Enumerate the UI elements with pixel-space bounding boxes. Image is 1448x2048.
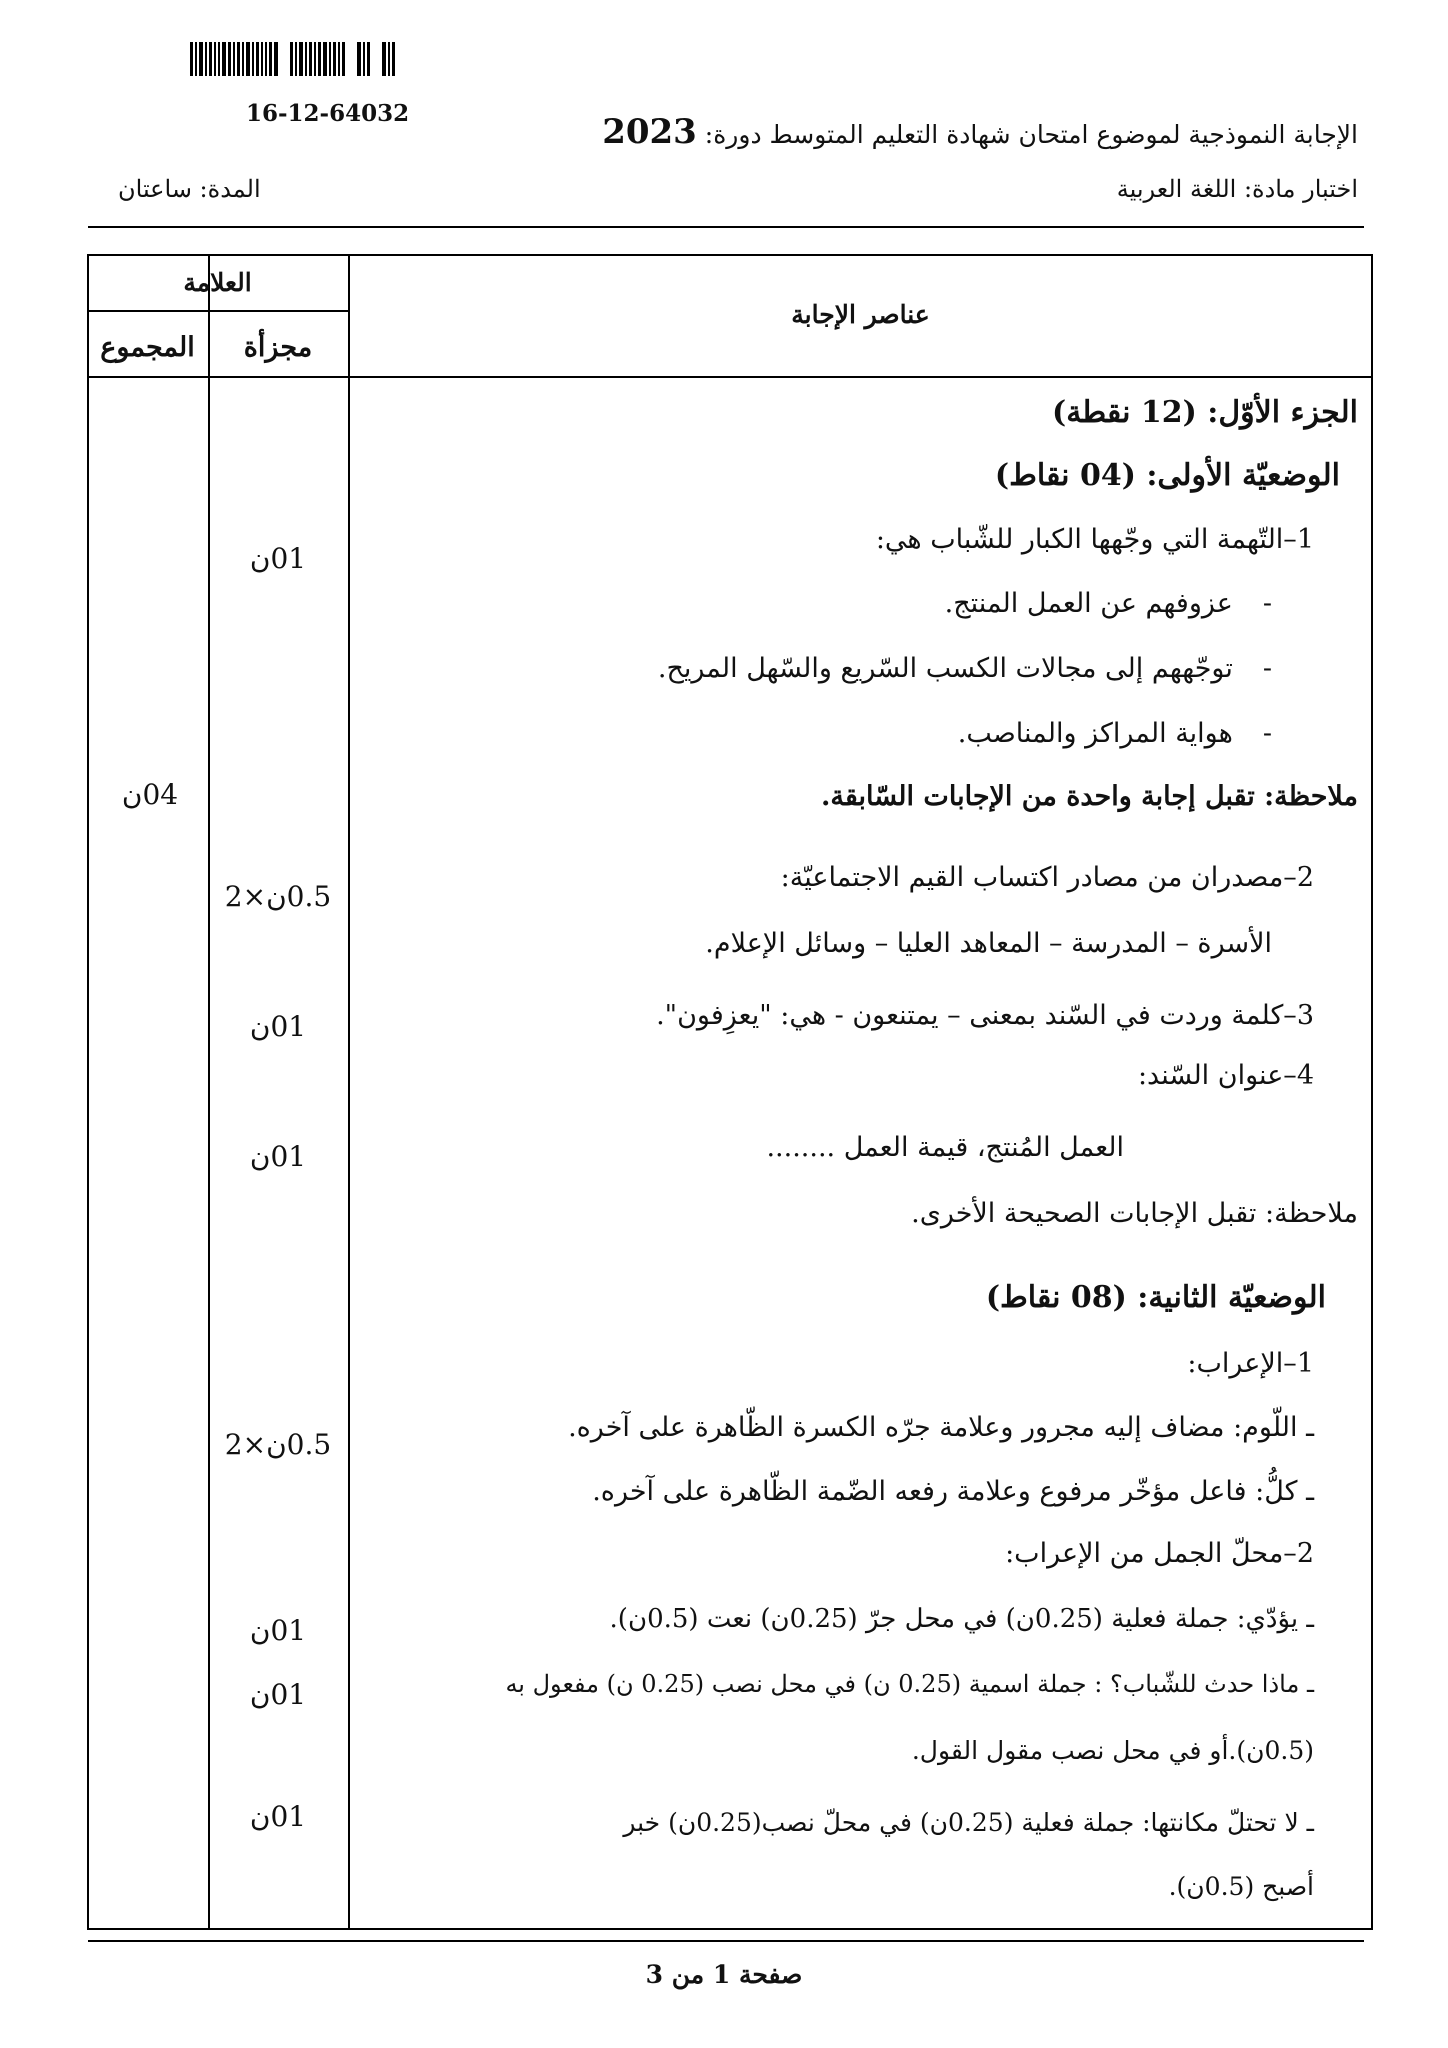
q1-bullet-3: - هواية المراكز والمناصب. bbox=[958, 718, 1272, 749]
column-header-mark: العلامة bbox=[183, 268, 252, 297]
q1-bullet-2: - توجّههم إلى مجالات الكسب السّريع والسّهل المريح. bbox=[658, 653, 1272, 684]
mark-header-divider bbox=[87, 310, 348, 312]
q1-bullet-1: - عزوفهم عن العمل المنتج. bbox=[945, 588, 1272, 619]
mark-s2-q2-b: 01ن bbox=[249, 1678, 307, 1711]
header-divider bbox=[88, 226, 1364, 228]
barcode bbox=[190, 42, 452, 76]
s2-q2-answer-c: ـ لا تحتلّ مكانتها: جملة فعلية (0.25ن) في محلّ نصب(0.25ن) خبر bbox=[623, 1808, 1314, 1837]
s2-q2-answer-c-cont: أصبح (0.5ن). bbox=[1168, 1872, 1314, 1901]
column-divider-total bbox=[208, 254, 210, 1930]
question-2: 2–مصدران من مصادر اكتساب القيم الاجتماعيّة: bbox=[780, 862, 1314, 893]
question-3: 3–كلمة وردت في السّند بمعنى – يمتنعون - هي: "يعزِفون". bbox=[656, 1000, 1314, 1031]
subject-label: اختبار مادة: اللغة العربية bbox=[1116, 175, 1358, 203]
s2-q2-answer-b: ـ ماذا حدث للشّباب؟ : جملة اسمية (0.25 ن) في محل نصب (0.25 ن) مفعول به bbox=[505, 1670, 1314, 1698]
mark-s2-q1: 0.5ن×2 bbox=[224, 1428, 332, 1461]
s2-q2-answer-b-cont: (0.5ن).أو في محل نصب مقول القول. bbox=[911, 1736, 1314, 1765]
question-2-answer: الأسرة – المدرسة – المعاهد العليا – وسائل الإعلام. bbox=[705, 928, 1272, 959]
situation1-title: الوضعيّة الأولى: (04 نقاط) bbox=[994, 458, 1340, 493]
part1-title: الجزء الأوّل: (12 نقطة) bbox=[1052, 395, 1358, 430]
s2-q2-answer-a: ـ يؤدّي: جملة فعلية (0.25ن) في محل جرّ (0.25ن) نعت (0.5ن). bbox=[609, 1604, 1314, 1634]
column-divider-answers bbox=[348, 254, 350, 1930]
mark-q4: 01ن bbox=[249, 1140, 307, 1173]
footer-divider bbox=[88, 1940, 1364, 1942]
duration-label: المدة: ساعتان bbox=[118, 175, 261, 203]
document-code: 16-12-64032 bbox=[246, 100, 410, 127]
column-header-answers: عناصر الإجابة bbox=[791, 300, 930, 329]
question-4-answer: العمل المُنتج، قيمة العمل ........ bbox=[766, 1132, 1124, 1163]
s2-q1-answer-a: ـ اللّوم: مضاف إليه مجرور وعلامة جرّه الكسرة الظّاهرة على آخره. bbox=[568, 1412, 1314, 1443]
column-header-partial: مجزأة bbox=[243, 332, 313, 363]
mark-q3: 01ن bbox=[249, 1010, 307, 1043]
s2-question-2: 2–محلّ الجمل من الإعراب: bbox=[1005, 1538, 1314, 1569]
s2-question-1: 1–الإعراب: bbox=[1187, 1348, 1314, 1379]
exam-year: 2023 bbox=[602, 112, 697, 152]
total-situation1: 04ن bbox=[121, 778, 179, 811]
mark-s2-q2-c: 01ن bbox=[249, 1800, 307, 1833]
header-row-divider bbox=[87, 376, 1373, 378]
question-4: 4–عنوان السّند: bbox=[1137, 1060, 1314, 1091]
column-header-total: المجموع bbox=[100, 332, 195, 363]
note-2: ملاحظة: تقبل الإجابات الصحيحة الأخرى. bbox=[911, 1198, 1358, 1229]
document-title: الإجابة النموذجية لموضوع امتحان شهادة التعليم المتوسط دورة: 2023 bbox=[602, 112, 1358, 152]
s2-q1-answer-b: ـ كلُّ: فاعل مؤخّر مرفوع وعلامة رفعه الضّمة الظّاهرة على آخره. bbox=[592, 1476, 1314, 1507]
mark-q1: 01ن bbox=[249, 542, 307, 575]
mark-q2: 0.5ن×2 bbox=[224, 880, 332, 913]
question-1: 1–التّهمة التي وجّهها الكبار للشّباب هي: bbox=[875, 524, 1314, 555]
mark-s2-q2-a: 01ن bbox=[249, 1614, 307, 1647]
situation2-title: الوضعيّة الثانية: (08 نقاط) bbox=[985, 1280, 1326, 1315]
page-number: صفحة 1 من 3 bbox=[645, 1960, 803, 1989]
note-1: ملاحظة: تقبل إجابة واحدة من الإجابات السّابقة. bbox=[820, 781, 1358, 812]
